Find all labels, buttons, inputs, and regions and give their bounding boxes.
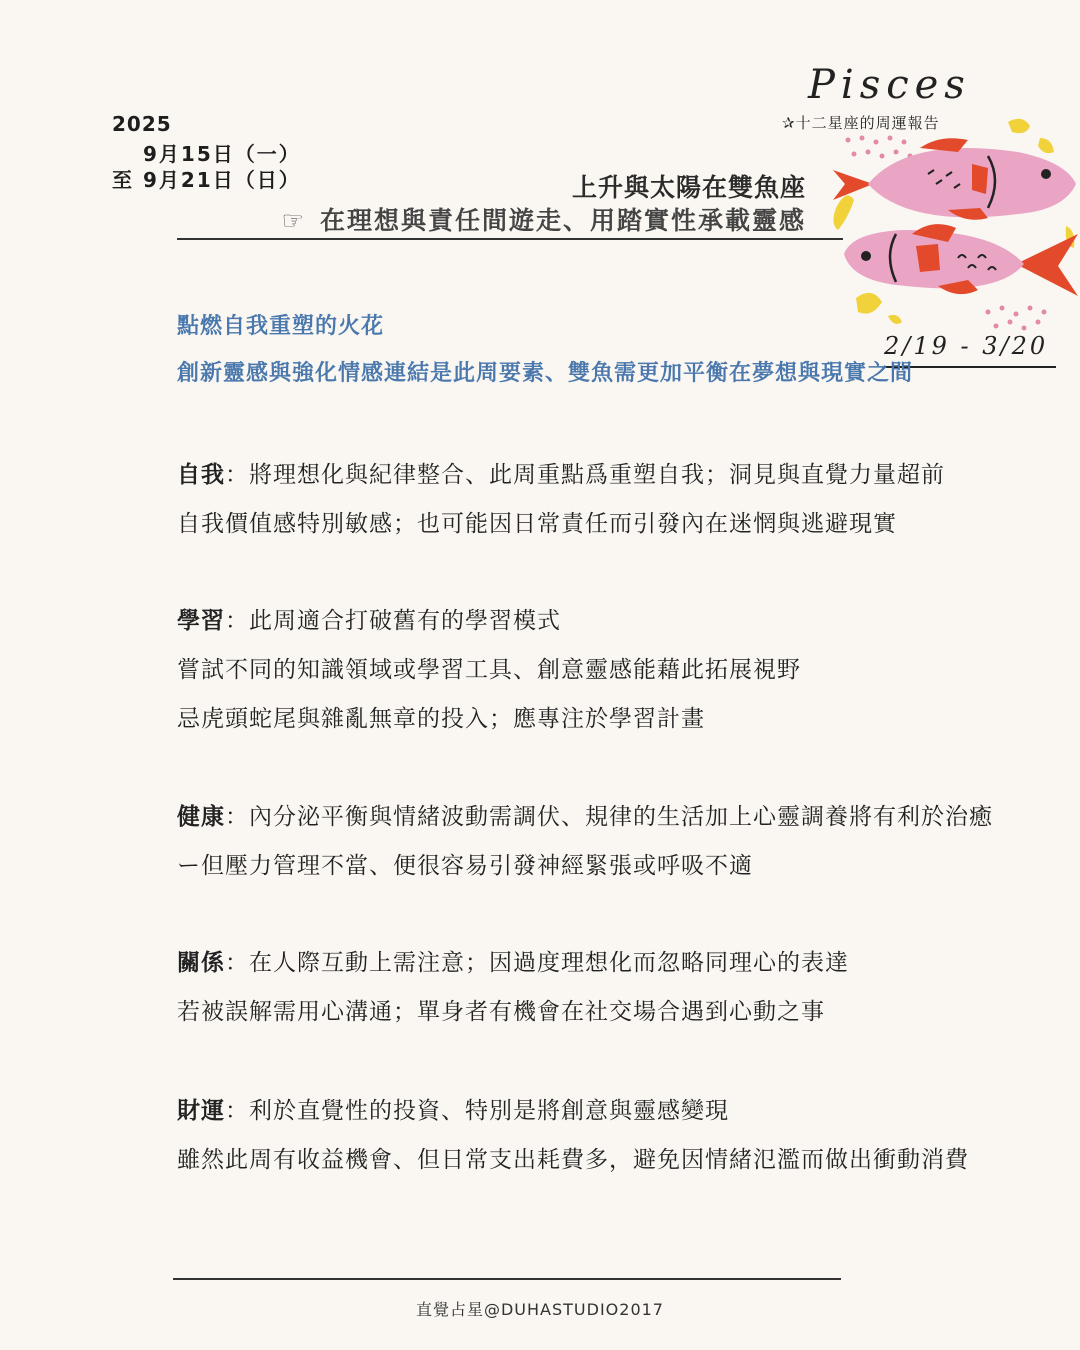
section-label-self: 自我	[177, 462, 225, 488]
section-relations-line-2: 若被誤解需用心溝通；單身者有機會在社交場合遇到心動之事	[177, 999, 825, 1025]
section-learning-line-2: 嘗試不同的知識領域或學習工具、創意靈感能藉此拓展視野	[177, 657, 801, 683]
sign-tagline: ✰十二星座的周運報告	[782, 114, 940, 132]
sign-name: Pisces	[808, 62, 971, 108]
section-learning-line-1: 學習：此周適合打破舊有的學習模式	[177, 608, 561, 634]
header-divider	[177, 238, 843, 240]
footer-credit: 直覺占星@DUHASTUDIO2017	[415, 1300, 664, 1319]
year: 2025	[112, 112, 172, 136]
subtitle-text: 在理想與責任間遊走、用踏實性承載靈感	[319, 206, 806, 235]
section-health-line-1: 健康：內分泌平衡與情緒波動需調伏、規律的生活加上心靈調養將有利於治癒	[177, 804, 993, 830]
sign-date-range: 2/19 - 3/20	[884, 332, 1049, 360]
section-self-line-1: 自我：將理想化與紀律整合、此周重點爲重塑自我；洞見與直覺力量超前	[177, 462, 945, 488]
page-title: 上升與太陽在雙魚座	[571, 173, 806, 202]
section-label-relations: 關係	[177, 950, 225, 976]
section-label-health: 健康	[177, 804, 225, 830]
section-self-line-2: 自我價值感特別敏感；也可能因日常責任而引發內在迷惘與逃避現實	[177, 511, 897, 537]
date-end: 至 9月21日（日）	[112, 168, 301, 192]
section-label-learning: 學習	[177, 608, 225, 634]
section-label-wealth: 財運	[177, 1098, 225, 1124]
pointing-hand-icon: ☞	[281, 206, 306, 235]
section-wealth-line-1: 財運：利於直覺性的投資、特別是將創意與靈感變現	[177, 1098, 729, 1124]
highlight-heading: 點燃自我重塑的火花	[177, 314, 385, 339]
section-learning-line-3: 忌虎頭蛇尾與雜亂無章的投入；應專注於學習計畫	[177, 706, 705, 732]
highlight-summary: 創新靈感與強化情感連結是此周要素、雙魚需更加平衡在夢想與現實之間	[177, 361, 914, 386]
section-wealth-line-2: 雖然此周有收益機會、但日常支出耗費多，避免因情緒氾濫而做出衝動消費	[177, 1147, 969, 1173]
section-relations-line-1: 關係：在人際互動上需注意；因過度理想化而忽略同理心的表達	[177, 950, 849, 976]
section-health-line-2: ー但壓力管理不當、便很容易引發神經緊張或呼吸不適	[177, 853, 753, 879]
page-subtitle	[282, 201, 806, 237]
footer-divider	[173, 1278, 841, 1280]
date-start: 9月15日（一）	[143, 142, 301, 166]
two-pink-fish-illustration	[828, 108, 1080, 348]
